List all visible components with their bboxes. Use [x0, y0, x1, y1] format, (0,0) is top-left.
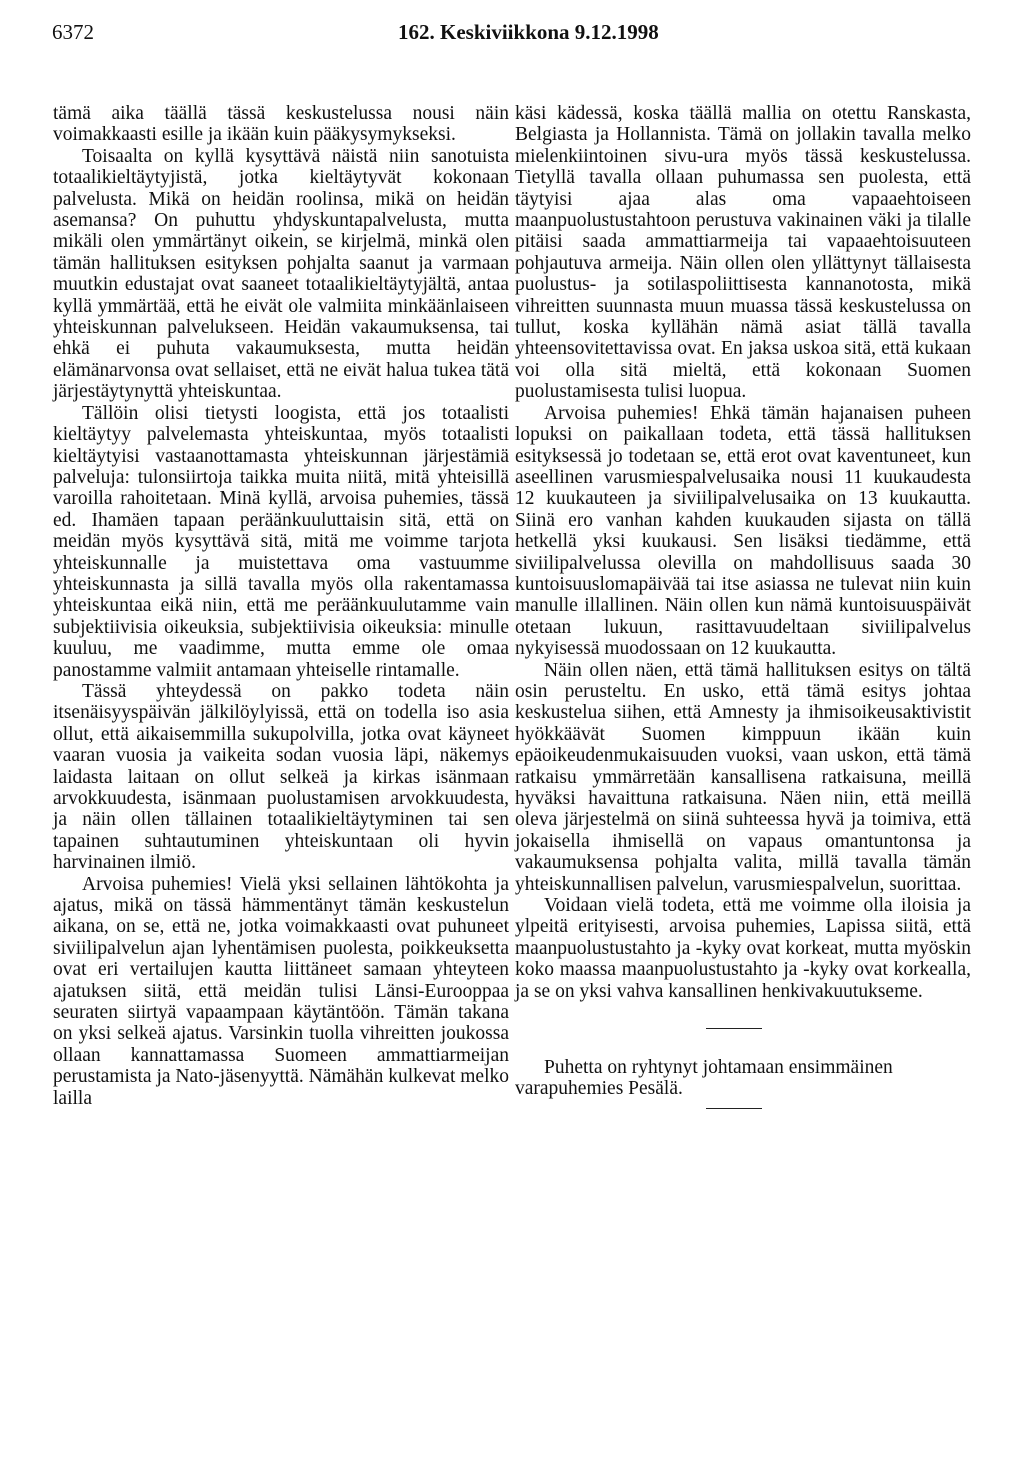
section-separator-bottom [706, 1108, 762, 1109]
right-column [515, 103, 971, 1109]
paragraph: Toisaalta on kyllä kysyttävä näistä niin sanotuista totaalikieltäytyjistä, jotka kieltäytyvät kokonaan palvelusta. Mikä on heidän roolinsa, mikä on heidän asemansa? On puhuttu yhdyskuntapalvelusta, mutta mikäli olen ymmärtänyt oikein, se kirjelmä, minkä olen tämän hallituksen esityksen pohjalta saanut ja varmaan muutkin edustajat ovat saaneet totaalikieltäytyjältä, antaa kyllä ymmärtää, että he eivät ole valmiita minkäänlaiseen yhteiskunnan palvelukseen. Heidän vakaumuksensa, tai ehkä ei puhuta vakaumuksesta, mutta heidän elämänarvonsa ovat sellaiset, että ne eivät halua tukea tätä järjestäytynyttä yhteiskuntaa. [53, 145, 509, 403]
chair-note: Puhetta on ryhtynyt johtamaan ensimmäinen varapuhemies Pesälä. [515, 1057, 893, 1100]
paragraph: käsi kädessä, koska täällä mallia on otettu Ranskasta, Belgiasta ja Hollannista. Tämä on jollakin tavalla melko mielenkiintoinen sivu-ura myös tässä keskustelussa. Tietyllä tavalla ollaan puhumassa sen puolesta, että täytyisi ajaa alas oma vapaaehtoiseen maanpuolustustahtoon perustuva vakinainen väki ja tilalle pitäisi saada ammattiarmeija tai vapaaehtoisuuteen pohjautuva armeija. Näin ollen olen yllättynyt tällaisesta puolustus- ja sotilaspoliittisesta kannanotosta, mikä vihreitten suunnasta muun muassa tässä keskustelussa on tullut, koska kyllähän nämä asiat tällä tavalla yhteensovitettavissa ovat. En jaksa uskoa sitä, että kukaan voi olla sitä mieltä, että kokonaan Suomen puolustamisesta tulisi luopua. [515, 103, 971, 403]
paragraph: Näin ollen näen, että tämä hallituksen esitys on tältä osin perusteltu. En usko, että tämä esitys johtaa keskustelua siihen, että Amnesty ja ihmisoikeusaktivistit hyökkäävät Suomen kimppuun ikään kuin epäoikeudenmukaisuuden vuoksi, vaan uskon, että tämä ratkaisu ymmärretään kansallisena ratkaisuna, meillä hyväksi havaittuna ratkaisuna. Näen niin, että meillä oleva järjestelmä on siinä suhteessa hyvä ja toimiva, että jokaisella ihmisellä on vapaus omantuntonsa ja vakaumuksensa pohjalta valita, millä tavalla tämän yhteiskunnallisen palvelun, varusmiespalvelun, suorittaa. [515, 659, 971, 895]
paragraph: Tässä yhteydessä on pakko todeta näin itsenäisyyspäivän jälkilöylyissä, että on todella iso asia ollut, että aikaisemmilla sukupolvilla, jotka ovat käyneet vaaran vuosia ja vaikeita sodan vuosia läpi, näkemys laidasta laitaan on ollut selkeä ja kirkas isänmaan arvokkuudesta, isänmaan puolustamisen arvokkuudesta, ja näin ollen tällainen totaalikieltäytyminen tai sen tapainen suhtautuminen yhteiskuntaan oli hyvin harvinainen ilmiö. [53, 680, 509, 874]
paragraph: Arvoisa puhemies! Ehkä tämän hajanaisen puheen lopuksi on paikallaan todeta, että tässä hallituksen esityksessä jo todetaan se, että erot ovat kaventuneet, kun aseellinen varusmiespalvelusaika nousi 11 kuukaudesta 12 kuukauteen ja siviilipalvelusaika on 13 kuukautta. Siinä ero vanhan kahden kuukauden sijasta on tällä hetkellä yksi kuukausi. Sen lisäksi tiedämme, että siviilipalvelussa olevilla on mahdollisuus saada 30 kuntoisuuslomapäivää tai itse asiassa ne tulevat niin kuin manulle illallinen. Näin ollen kun nämä kuntoisuuspäivät otetaan lukuun, rasittavuudeltaan siviilipalvelus nykyisessä muodossaan on 12 kuukautta. [515, 402, 971, 660]
paragraph: tämä aika täällä tässä keskustelussa nousi näin voimakkaasti esille ja ikään kuin pääkysymykseksi. [53, 103, 509, 146]
paragraph: Voidaan vielä todeta, että me voimme olla iloisia ja ylpeitä erityisesti, arvoisa puhemies, Lapissa siitä, että maanpuolustustahto ja -kyky ovat korkeat, mutta myöskin koko maassa maanpuolustustahto ja -kyky ovat korkealla, ja se on yksi vahva kansallinen henkivakuutukseme. [515, 895, 971, 1002]
left-column [53, 103, 509, 1109]
paragraph: Tällöin olisi tietysti loogista, että jos totaalisti kieltäytyy palvelemasta yhteiskuntaa, myös totaalisti kieltäytyisi vastaanottamasta yhteiskunnan järjestämiä palveluja: tulonsiirtoja taikka muita niitä, mitä yhteisillä varoilla rahoitetaan. Minä kyllä, arvoisa puhemies, tässä ed. Ihamäen tapaan peräänkuuluttaisin sitä, että on meidän myös kysyttävä sitä, mitä me voimme tarjota yhteiskunnalle ja muistettava oma vastuumme yhteiskunnasta ja sillä tavalla myös olla rakentamassa yhteiskuntaa eikä niin, että me peräänkuulutamme vain subjektiivisia oikeuksia, subjektiivisia oikeuksia: minulle kuuluu, me vaadimme, mutta emme ole omaa panostamme valmiit antamaan yhteiselle rintamalle. [53, 402, 509, 681]
section-separator [706, 1028, 762, 1029]
session-header: 162. Keskiviikkona 9.12.1998 [398, 20, 659, 44]
page-number: 6372 [52, 20, 94, 44]
paragraph: Arvoisa puhemies! Vielä yksi sellainen lähtökohta ja ajatus, mikä on tässä hämmentänyt tämän keskustelun aikana, on se, että ne, jotka voimakkaasti ovat puhuneet siviilipalvelun ajan lyhentämisen puolesta, poikkeuksetta ovat eri vertailujen kautta liittäneet samaan yhteyteen ajatuksen siitä, että meidän tulisi Länsi-Eurooppaa seuraten siirtyä vapaampaan käytäntöön. Tämän takana on yksi selkeä ajatus. Varsinkin tuolla vihreitten joukossa ollaan kannattamassa Suomeen ammattiarmeijan perustamista ja Nato-jäsenyyttä. Nämähän kulkevat melko lailla [53, 873, 509, 1109]
